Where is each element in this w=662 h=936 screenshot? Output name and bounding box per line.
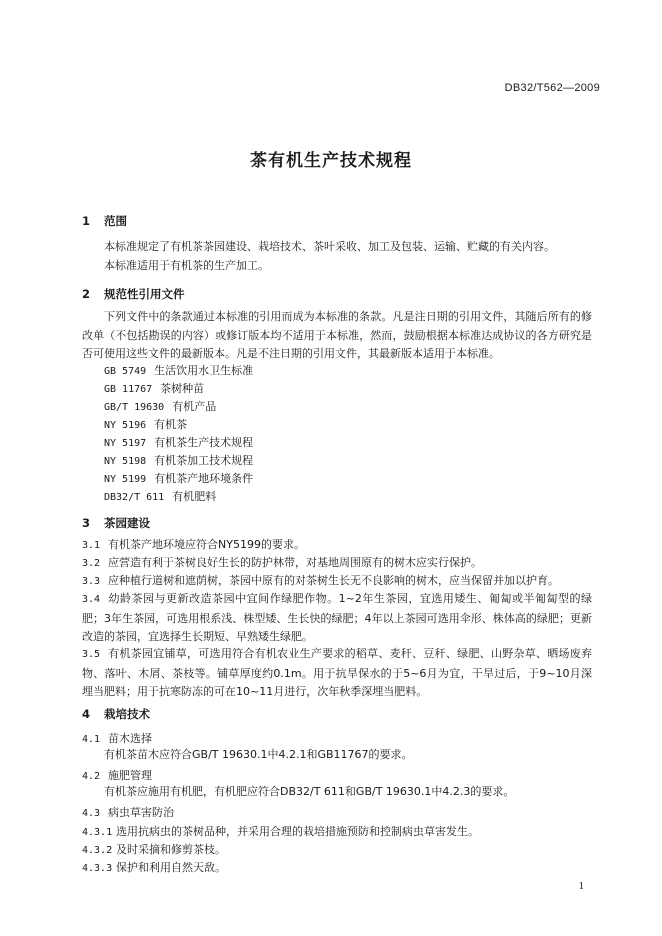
- subsection-4-1-heading: [82, 730, 152, 746]
- section-title: 规范性引用文件: [104, 287, 185, 301]
- clause-3-4: [82, 590, 592, 647]
- section-number: 3: [82, 516, 91, 530]
- reference-name: 有机产品: [172, 400, 217, 413]
- reference-item: [104, 416, 187, 432]
- section-1-heading: [82, 213, 127, 229]
- subsection-4-2-text: 有机茶应施用有机肥，有机肥应符合DB32/T 611和GB/T 19630.1中4.2.3的要求。: [104, 785, 515, 798]
- reference-item: [104, 362, 253, 378]
- section-number: 4: [82, 707, 91, 721]
- clause-3-3: [82, 572, 592, 592]
- subsection-4-1-text: 有机茶苗木应符合GB/T 19630.1中4.2.1和GB11767的要求。: [104, 748, 413, 761]
- clause-title: 病虫草害防治: [108, 806, 174, 819]
- clause-number: 4.1: [82, 734, 101, 745]
- reference-name: 生活饮用水卫生标准: [154, 364, 254, 377]
- section-number: 2: [82, 287, 91, 301]
- clause-text: 及时采摘和修剪茶枝。: [116, 843, 226, 856]
- clause-number: 3.2: [82, 558, 101, 569]
- references-paragraph: 下列文件中的条款通过本标准的引用而成为本标准的条款。凡是注日期的引用文件，其随后所有的修改单（不包括勘误的内容）或修订版本均不适用于本标准，然而，鼓励根据本标准达成协议的各方研究是否可使用这些文件的最新版本。凡是不注日期的引用文件，其最新版本适用于本标准。: [82, 310, 592, 360]
- reference-name: 有机茶: [154, 418, 188, 431]
- section-4-heading: [82, 706, 150, 722]
- clause-4-3-3: [82, 859, 226, 875]
- scope-paragraph-1: 本标准规定了有机茶茶园建设、栽培技术、茶叶采收、加工及包装、运输、贮藏的有关内容。: [104, 240, 555, 253]
- clause-text: 有机茶产地环境应符合NY5199的要求。: [108, 538, 305, 551]
- reference-item: [104, 452, 253, 468]
- section-title: 栽培技术: [104, 707, 150, 721]
- scope-paragraph-2: 本标准适用于有机茶的生产加工。: [104, 259, 269, 272]
- clause-number: 3.5: [82, 649, 101, 660]
- reference-code: NY 5197: [104, 438, 147, 449]
- document-title: 茶有机生产技术规程: [250, 151, 412, 171]
- reference-item: [104, 434, 253, 450]
- clause-3-1: [82, 536, 592, 556]
- clause-text: 幼龄茶园与更新改造茶园中宜间作绿肥作物。1~2年生茶园，宜选用矮生、匍匐或半匍匐型的绿肥；3年生茶园，可选用根系浅、株型矮、生长快的绿肥；4年以上茶园可选用伞形、株体高的绿肥；更新改造的茶园，宜选择生长期短、早熟矮生绿肥。: [82, 592, 592, 643]
- reference-name: 有机茶加工技术规程: [154, 454, 254, 467]
- section-number: 1: [82, 214, 91, 228]
- reference-code: GB 5749: [104, 366, 147, 377]
- reference-item: [104, 470, 253, 486]
- section-title: 范围: [104, 214, 127, 228]
- section-2-heading: [82, 286, 185, 302]
- clause-text: 应种植行道树和遮荫树，茶园中原有的对茶树生长无不良影响的树木，应当保留并加以护育。: [108, 574, 559, 587]
- reference-code: NY 5196: [104, 420, 147, 431]
- clause-3-2: [82, 554, 592, 574]
- clause-number: 3.4: [82, 594, 101, 605]
- clause-number: 3.1: [82, 540, 101, 551]
- clause-title: 施肥管理: [108, 769, 152, 782]
- section-3-heading: [82, 515, 150, 531]
- reference-name: 有机茶产地环境条件: [154, 472, 254, 485]
- section-title: 茶园建设: [104, 516, 150, 530]
- reference-code: NY 5198: [104, 456, 147, 467]
- clause-text: 有机茶园宜铺草，可选用符合有机农业生产要求的稻草、麦秆、豆秆、绿肥、山野杂草、晒场废弃物、落叶、木屑、茶枝等。铺草厚度约0.1m。用于抗旱保水的于5~6月为宜，干旱过后，于9~10月深埋当肥料；用于抗寒防冻的可在10~11月进行，次年秋季深埋当肥料。: [82, 647, 592, 698]
- reference-item: [104, 488, 216, 504]
- reference-item: [104, 398, 216, 414]
- clause-text: 选用抗病虫的茶树品种，并采用合理的栽培措施预防和控制病虫草害发生。: [116, 825, 479, 838]
- reference-item: [104, 380, 204, 396]
- reference-code: GB 11767: [104, 384, 153, 395]
- clause-title: 苗木选择: [108, 732, 152, 745]
- reference-name: 有机肥料: [172, 490, 217, 503]
- clause-4-3-1: [82, 823, 479, 839]
- clause-text: 保护和利用自然天敌。: [116, 861, 226, 874]
- page-number: 1: [578, 880, 584, 892]
- clause-number: 4.3: [82, 808, 101, 819]
- clause-text: 应营造有利于茶树良好生长的防护林带，对基地周围原有的树木应实行保护。: [108, 556, 482, 569]
- clause-3-5: [82, 645, 592, 702]
- document-number: DB32/T562—2009: [504, 82, 600, 94]
- subsection-4-3-heading: [82, 804, 174, 820]
- subsection-4-2-heading: [82, 767, 152, 783]
- clause-number: 4.3.3: [82, 863, 113, 874]
- reference-name: 茶树种苗: [160, 382, 205, 395]
- reference-code: GB/T 19630: [104, 402, 165, 413]
- clause-number: 4.3.2: [82, 845, 113, 856]
- clause-number: 3.3: [82, 576, 101, 587]
- clause-number: 4.2: [82, 771, 101, 782]
- reference-code: NY 5199: [104, 474, 147, 485]
- reference-name: 有机茶生产技术规程: [154, 436, 254, 449]
- clause-number: 4.3.1: [82, 827, 113, 838]
- reference-code: DB32/T 611: [104, 492, 165, 503]
- clause-4-3-2: [82, 841, 226, 857]
